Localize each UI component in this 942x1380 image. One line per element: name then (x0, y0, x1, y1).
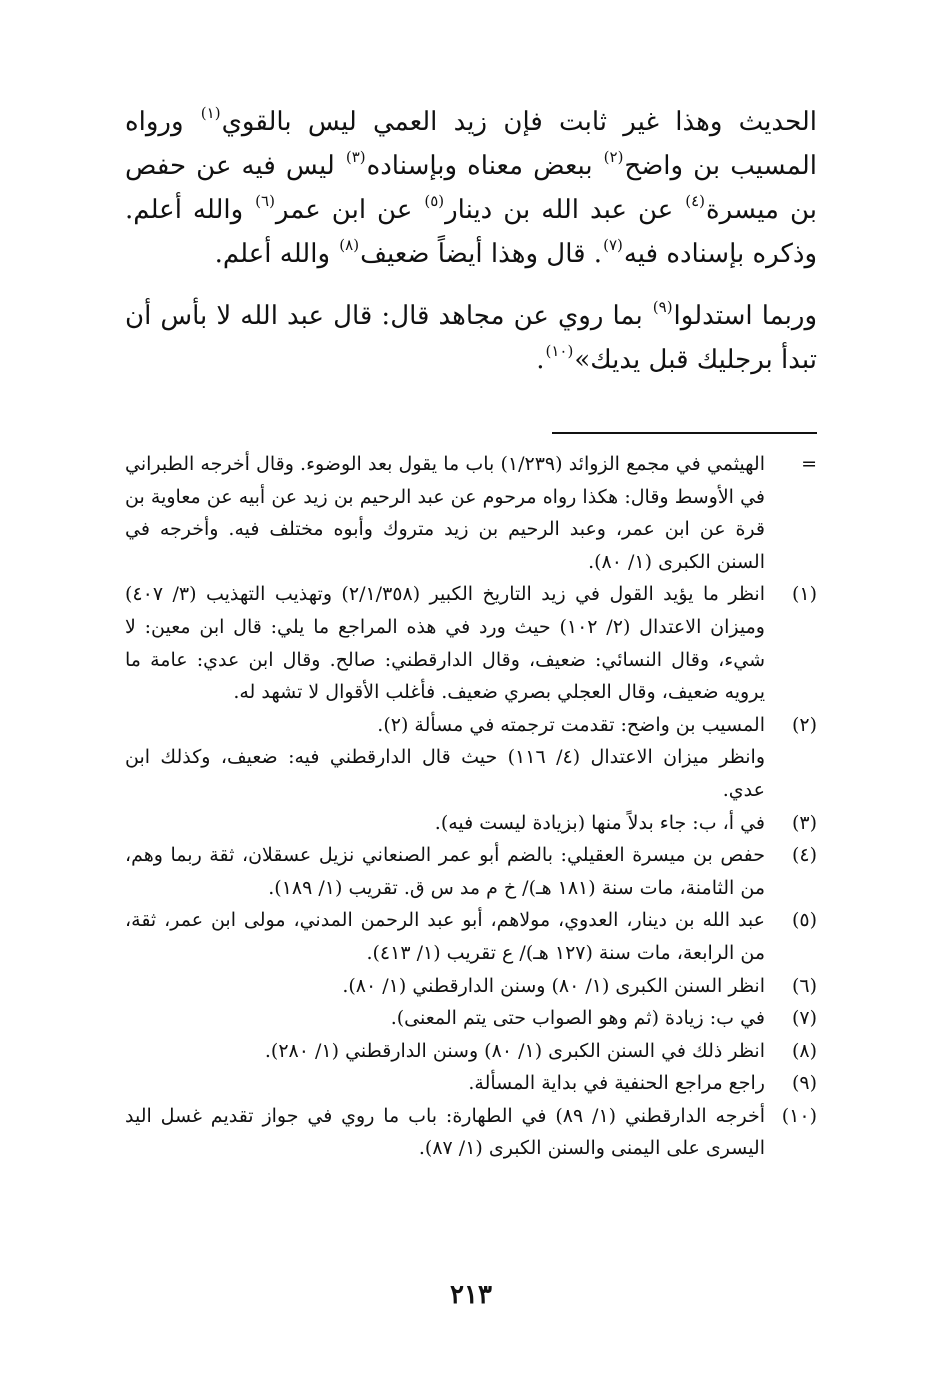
footnote-reference: (٢) (603, 148, 624, 166)
footnote (125, 970, 817, 1003)
page-number: ٢١٣ (450, 1280, 492, 1310)
body-text: بما روي عن مجاهد قال: قال عبد الله لا بأس أن تبدأ برجليك قبل يديك» (125, 301, 817, 375)
footnote-reference: (٧) (603, 236, 623, 254)
footnote-text: المسيب بن واضح: تقدمت ترجمته في مسألة (٢). (377, 713, 765, 736)
footnote-text: في ب: زيادة (ثم وهو الصواب حتى يتم المعنى). (390, 1007, 765, 1030)
footnote-text: انظر ذلك في السنن الكبرى (١/ ٨٠) وسنن الدارقطني (١/ ٢٨٠). (264, 1039, 765, 1062)
footnote-text: أخرجه الدارقطني (١/ ٨٩) في الطهارة: باب ما روي في جواز تقديم غسل اليد اليسرى على اليمنى والسنن الكبرى (١/ ٨٧). (125, 1104, 765, 1160)
footnote (125, 448, 817, 578)
body-text: الحديث وهذا غير ثابت فإن زيد العمي ليس بالقوي (221, 107, 818, 137)
footnote-number: (٣) (791, 811, 817, 834)
footnote (125, 1002, 817, 1035)
footnote-number: (٧) (791, 1007, 817, 1030)
body-text: ببعض معناه وبإسناده (366, 151, 603, 181)
footnote-number: (١٠) (781, 1104, 817, 1127)
footnote (125, 839, 817, 904)
footnotes (125, 448, 817, 1165)
footnote-number: = (801, 453, 817, 475)
footnote-text: عبد الله بن دينار، العدوي، مولاهم، أبو عبد الرحمن المدني، مولى ابن عمر، ثقة، من الرابعة، مات سنة (١٢٧ هـ)/ ع تقريب (١/ ٤١٣). (125, 909, 765, 964)
footnote-reference: (١٠) (545, 342, 574, 360)
footnote (125, 741, 817, 806)
footnote-number: (٥) (791, 909, 817, 932)
footnote-text: وانظر ميزان الاعتدال (٤/ ١١٦) حيث قال الدارقطني فيه: ضعيف، وكذلك ابن عدي. (125, 746, 766, 801)
footnote-reference: (١) (200, 104, 221, 122)
footnote-number: (٤) (791, 844, 817, 867)
body-text: ليس فيه عن حفص بن ميسرة (125, 151, 817, 225)
footnote-number: (٨) (791, 1039, 817, 1062)
footnote-reference: (٩) (652, 298, 673, 316)
footnote-reference: (٨) (339, 236, 360, 254)
body-text: والله أعلم. (214, 239, 339, 269)
footnote-reference: (٣) (345, 148, 366, 166)
main-paragraph (125, 294, 817, 382)
footnote-number: (٦) (791, 974, 817, 997)
footnote-text: الهيثمي في مجمع الزوائد (١/٢٣٩) باب ما يقول بعد الوضوء. وقال أخرجه الطبراني في الأوسط وقال: هكذا رواه مرحوم عن عبد الرحيم بن زيد عن أبيه عن معاوية بن قرة عن ابن عمر، وعبد الرحيم بن زيد متروك وأبوه مختلف فيه. وأخرجه في السنن الكبرى (١/ ٨٠). (125, 453, 765, 573)
main-paragraph (125, 100, 817, 276)
footnote (125, 1100, 817, 1165)
footnote-text: في أ، ب: جاء بدلاً منها (بزيادة ليست فيه). (434, 811, 765, 834)
main-text (125, 100, 817, 382)
body-text: . (536, 345, 545, 375)
footnote-number: (١) (791, 583, 817, 606)
footnote-number: (٢) (791, 713, 817, 736)
footnote-text: انظر السنن الكبرى (١/ ٨٠) وسنن الدارقطني (١/ ٨٠). (342, 974, 765, 997)
footnote-reference: (٥) (424, 192, 445, 210)
footnote-reference: (٦) (255, 192, 275, 210)
footnote (125, 709, 817, 742)
footnote (125, 1067, 817, 1100)
footnote (125, 807, 817, 840)
footnote (125, 904, 817, 969)
footnote (125, 578, 817, 708)
body-text: عن عبد الله بن دينار (445, 195, 685, 225)
footnote (125, 1035, 817, 1068)
body-text: والله أعلم. وذكره بإسناده فيه (125, 195, 817, 269)
body-text: . قال وهذا أيضاً ضعيف (360, 239, 603, 269)
body-text: عن ابن عمر (275, 195, 424, 225)
body-text: ورواه المسيب بن واضح (125, 107, 817, 181)
footnote-text: حفص بن ميسرة العقيلي: بالضم أبو عمر الصنعاني نزيل عسقلان، ثقة ربما وهم، من الثامنة، مات سنة (١٨١ هـ)/ خ م مد س ق. تقريب (١/ ١٨٩). (125, 844, 765, 899)
footnote-separator (552, 432, 817, 434)
footnote-reference: (٤) (685, 192, 706, 210)
footnote-text: راجع مراجع الحنفية في بداية المسألة. (468, 1072, 765, 1095)
body-text: وربما استدلوا (673, 301, 818, 331)
footnote-text: انظر ما يؤيد القول في زيد التاريخ الكبير (٢/١/٣٥٨) وتهذيب التهذيب (٣/ ٤٠٧) وميزان الاعتدال (٢/ ١٠٢) حيث ورد في هذه المراجع ما يلي: قال ابن معين: لا شيء، وقال النسائي: ضعيف، وقال الدارقطني: صالح. وقال ابن عدي: عامة ما يرويه ضعيف، وقال العجلي بصري ضعيف. فأغلب الأقوال لا تشهد له. (125, 583, 766, 704)
footnote-number: (٩) (791, 1072, 817, 1095)
